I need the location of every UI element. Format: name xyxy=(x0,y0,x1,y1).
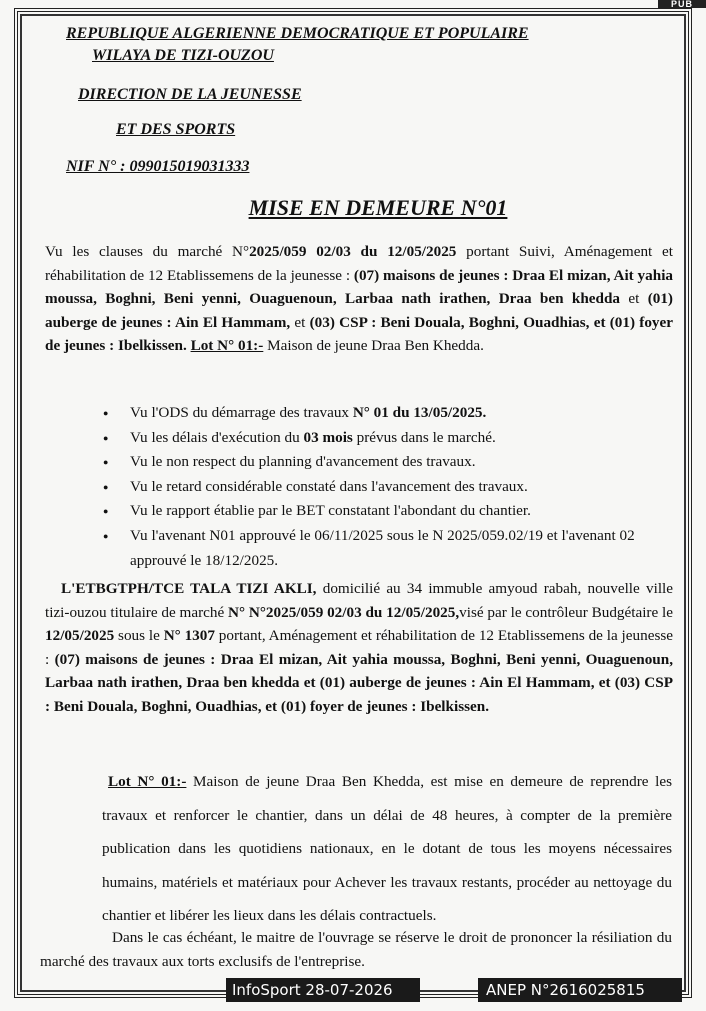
lot-paragraph: Lot N° 01:- Maison de jeune Draa Ben Khedda, est mise en demeure de reprendre les travaux et renforcer le chantier, dans un délai de 48 heures, à compter de la première publication dans les quotidiens nationaux, en le dotant de tous les moyens nécessaires humains, matériels et matériaux pour Achever les travaux restants, procéder au nettoyage du chantier et libérer les lieux dans les délais contractuels. xyxy=(102,773,672,924)
list-item: ● Vu le retard considérable constaté dans l'avancement des travaux. xyxy=(100,475,675,500)
list-item: ● Vu les délais d'exécution du 03 mois prévus dans le marché. xyxy=(100,426,675,451)
considerations-list xyxy=(100,401,675,573)
lot-label: Lot N° 01:- xyxy=(108,773,187,790)
infosport-date: InfoSport 28-07-2026 xyxy=(226,978,420,1002)
list-item: ● Vu l'ODS du démarrage des travaux N° 01 du 13/05/2025. xyxy=(100,401,675,426)
document-title: MISE EN DEMEURE N°01 xyxy=(248,195,508,220)
header-wilaya: WILAYA DE TIZI-OUZOU xyxy=(92,47,274,64)
company-paragraph: L'ETBGTPH/TCE TALA TIZI AKLI, domicilié au 34 immuble amyoud rabah, nouvelle ville tizi-ouzou titulaire de marché N° N°2025/059 02/03 du 12/05/2025,visé par le contrôleur Budgétaire le 12/05/2025 sous le N° 1307 portant, Aménagement et réhabilitation de 12 Etablissemens de la jeunesse : (07) maisons de jeunes : Draa El mizan, Ait yahia moussa, Boghni, Beni yenni, Ouaguenoun, Larbaa nath irathen, Draa ben khedda et (01) auberge de jeunes : Ain El Hammam, et (03) CSP : Beni Douala, Boghni, Ouadhias, et (01) foyer de jeunes : Ibelkissen. xyxy=(45,580,674,715)
header-direction: DIRECTION DE LA JEUNESSE xyxy=(78,86,302,103)
list-item: ● Vu l'avenant N01 approuvé le 06/11/2025 sous le N 2025/059.02/19 et l'avenant 02 approuvé le 18/12/2025. xyxy=(100,524,675,573)
header-sports: ET DES SPORTS xyxy=(116,121,236,138)
list-item: ● Vu le rapport établie par le BET constatant l'abondant du chantier. xyxy=(100,499,675,524)
list-item: ● Vu le non respect du planning d'avancement des travaux. xyxy=(100,450,675,475)
closing-paragraph: Dans le cas échéant, le maitre de l'ouvrage se réserve le droit de prononcer la résiliation du marché des travaux aux torts exclusifs de l'entreprise. xyxy=(40,929,672,970)
pub-tag: PUB xyxy=(658,0,706,8)
nif-label: NIF N° : xyxy=(66,158,126,175)
intro-lot-label: Lot N° 01:- xyxy=(190,337,264,354)
intro-paragraph: Vu les clauses du marché N°2025/059 02/03 du 12/05/2025 portant Suivi, Aménagement et réhabilitation de 12 Etablissemens de la jeunesse : (07) maisons de jeunes : Draa El mizan, Ait yahia moussa, Boghni, Beni yenni, Ouaguenoun, Larbaa nath irathen, Draa ben khedda et (01) auberge de jeunes : Ain El Hammam, et (03) CSP : Beni Douala, Boghni, Ouadhias, et (01) foyer de jeunes : Ibelkissen. Lot N° 01:- Maison de jeune Draa Ben Khedda. xyxy=(45,243,674,354)
header-republic: REPUBLIQUE ALGERIENNE DEMOCRATIQUE ET POPULAIRE xyxy=(66,25,529,42)
header-nif xyxy=(66,158,249,176)
anep-number: ANEP N°2616025815 xyxy=(478,978,682,1002)
nif-value: 099015019031333 xyxy=(129,158,250,175)
